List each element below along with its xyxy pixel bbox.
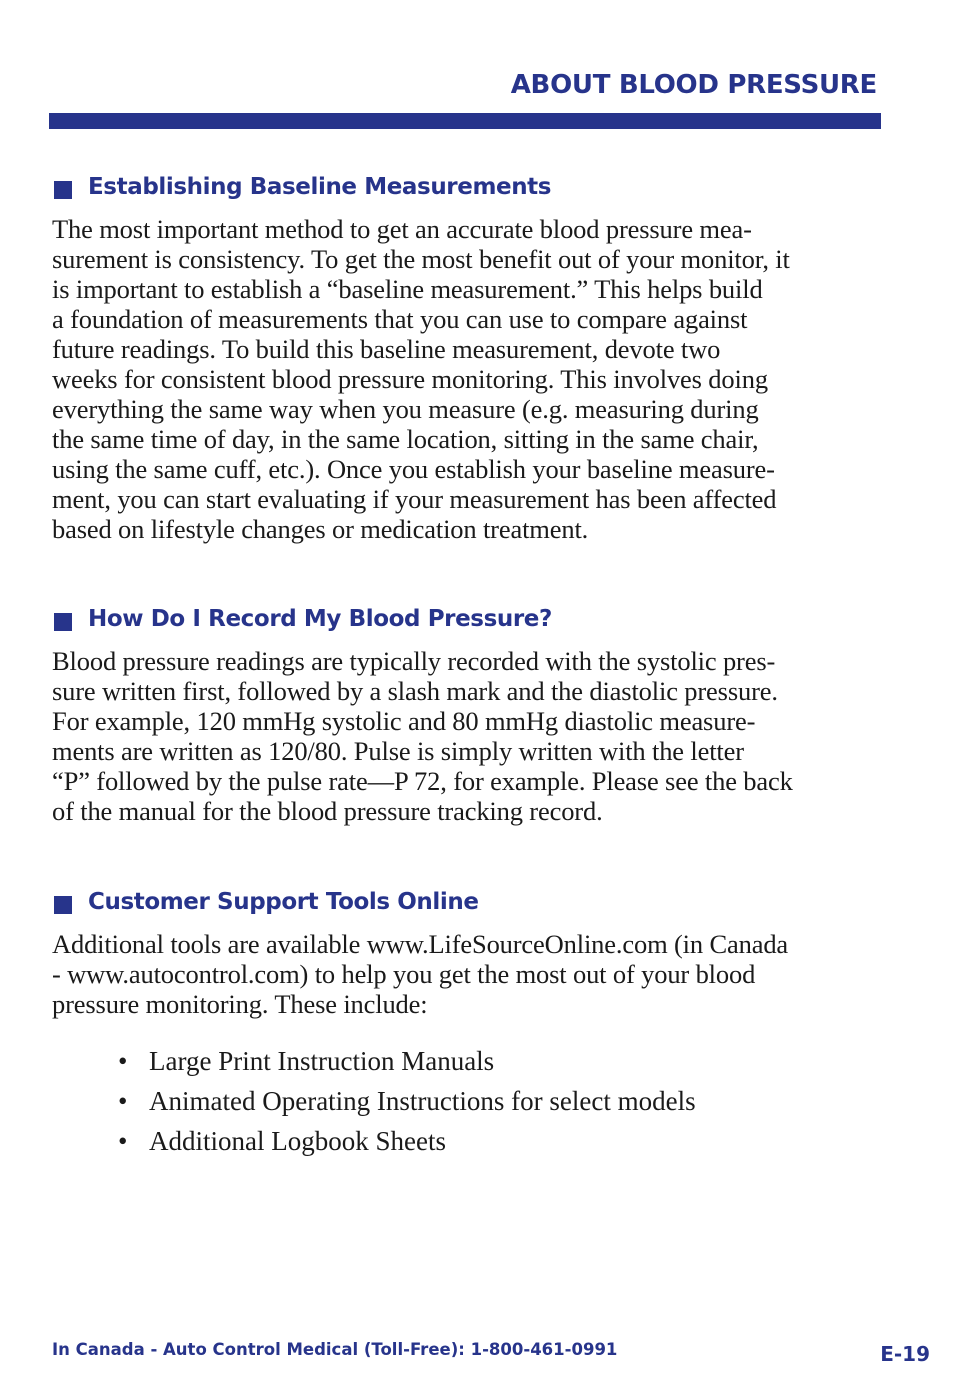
page-number: E-19 — [880, 1342, 930, 1366]
section-heading-text: Customer Support Tools Online — [88, 889, 479, 915]
paragraph-line: everything the same way when you measure (e.g. measuring during — [52, 394, 759, 424]
section-paragraph — [52, 646, 882, 826]
paragraph-line: weeks for consistent blood pressure monitoring. This involves doing — [52, 364, 768, 394]
paragraph-line: Additional tools are available www.LifeSourceOnline.com (in Canada — [52, 929, 789, 959]
section-heading-text: Establishing Baseline Measurements — [88, 174, 552, 200]
section-heading — [52, 886, 882, 918]
paragraph-line: surement is consistency. To get the most benefit out of your monitor, it — [52, 244, 790, 274]
paragraph-line: For example, 120 mmHg systolic and 80 mmHg diastolic measure- — [52, 706, 756, 736]
paragraph-line: The most important method to get an accurate blood pressure mea- — [52, 214, 752, 244]
bullet-dot-icon: • — [118, 1126, 128, 1156]
section-paragraph — [52, 214, 882, 544]
paragraph-line: “P” followed by the pulse rate—P 72, for example. Please see the back — [52, 766, 793, 796]
header-divider-bar — [49, 113, 881, 129]
paragraph-line: of the manual for the blood pressure tracking record. — [52, 796, 603, 826]
square-bullet-icon — [54, 181, 72, 199]
bullet-dot-icon: • — [118, 1046, 128, 1076]
paragraph-line: future readings. To build this baseline measurement, devote two — [52, 334, 721, 364]
list-item — [52, 1081, 882, 1121]
square-bullet-icon — [54, 896, 72, 914]
paragraph-line: using the same cuff, etc.). Once you establish your baseline measure- — [52, 454, 775, 484]
tools-bullet-list — [52, 1041, 882, 1161]
list-item-text: Animated Operating Instructions for select models — [149, 1086, 696, 1116]
paragraph-line: sure written first, followed by a slash mark and the diastolic pressure. — [52, 676, 778, 706]
section-baseline — [52, 171, 882, 544]
section-support-tools — [52, 886, 882, 1161]
section-paragraph — [52, 929, 882, 1019]
paragraph-line: Blood pressure readings are typically recorded with the systolic pres- — [52, 646, 776, 676]
paragraph-line: is important to establish a “baseline measurement.” This helps build — [52, 274, 763, 304]
paragraph-line: the same time of day, in the same location, sitting in the same chair, — [52, 424, 759, 454]
list-item — [52, 1041, 882, 1081]
section-record — [52, 603, 882, 826]
list-item-text: Additional Logbook Sheets — [149, 1126, 446, 1156]
section-heading — [52, 603, 882, 635]
list-item — [52, 1121, 882, 1161]
bullet-dot-icon: • — [118, 1086, 128, 1116]
paragraph-line: ments are written as 120/80. Pulse is simply written with the letter — [52, 736, 744, 766]
paragraph-line: a foundation of measurements that you can use to compare against — [52, 304, 748, 334]
page-header-title: ABOUT BLOOD PRESSURE — [510, 70, 877, 100]
paragraph-line: ment, you can start evaluating if your measurement has been affected — [52, 484, 777, 514]
paragraph-line: based on lifestyle changes or medication treatment. — [52, 514, 589, 544]
section-heading — [52, 171, 882, 203]
list-item-text: Large Print Instruction Manuals — [149, 1046, 495, 1076]
section-heading-text: How Do I Record My Blood Pressure? — [88, 606, 552, 632]
paragraph-line: pressure monitoring. These include: — [52, 989, 428, 1019]
paragraph-line: - www.autocontrol.com) to help you get the most out of your blood — [52, 959, 756, 989]
footer-contact-note: In Canada - Auto Control Medical (Toll-Free): 1-800-461-0991 — [52, 1340, 618, 1359]
square-bullet-icon — [54, 613, 72, 631]
